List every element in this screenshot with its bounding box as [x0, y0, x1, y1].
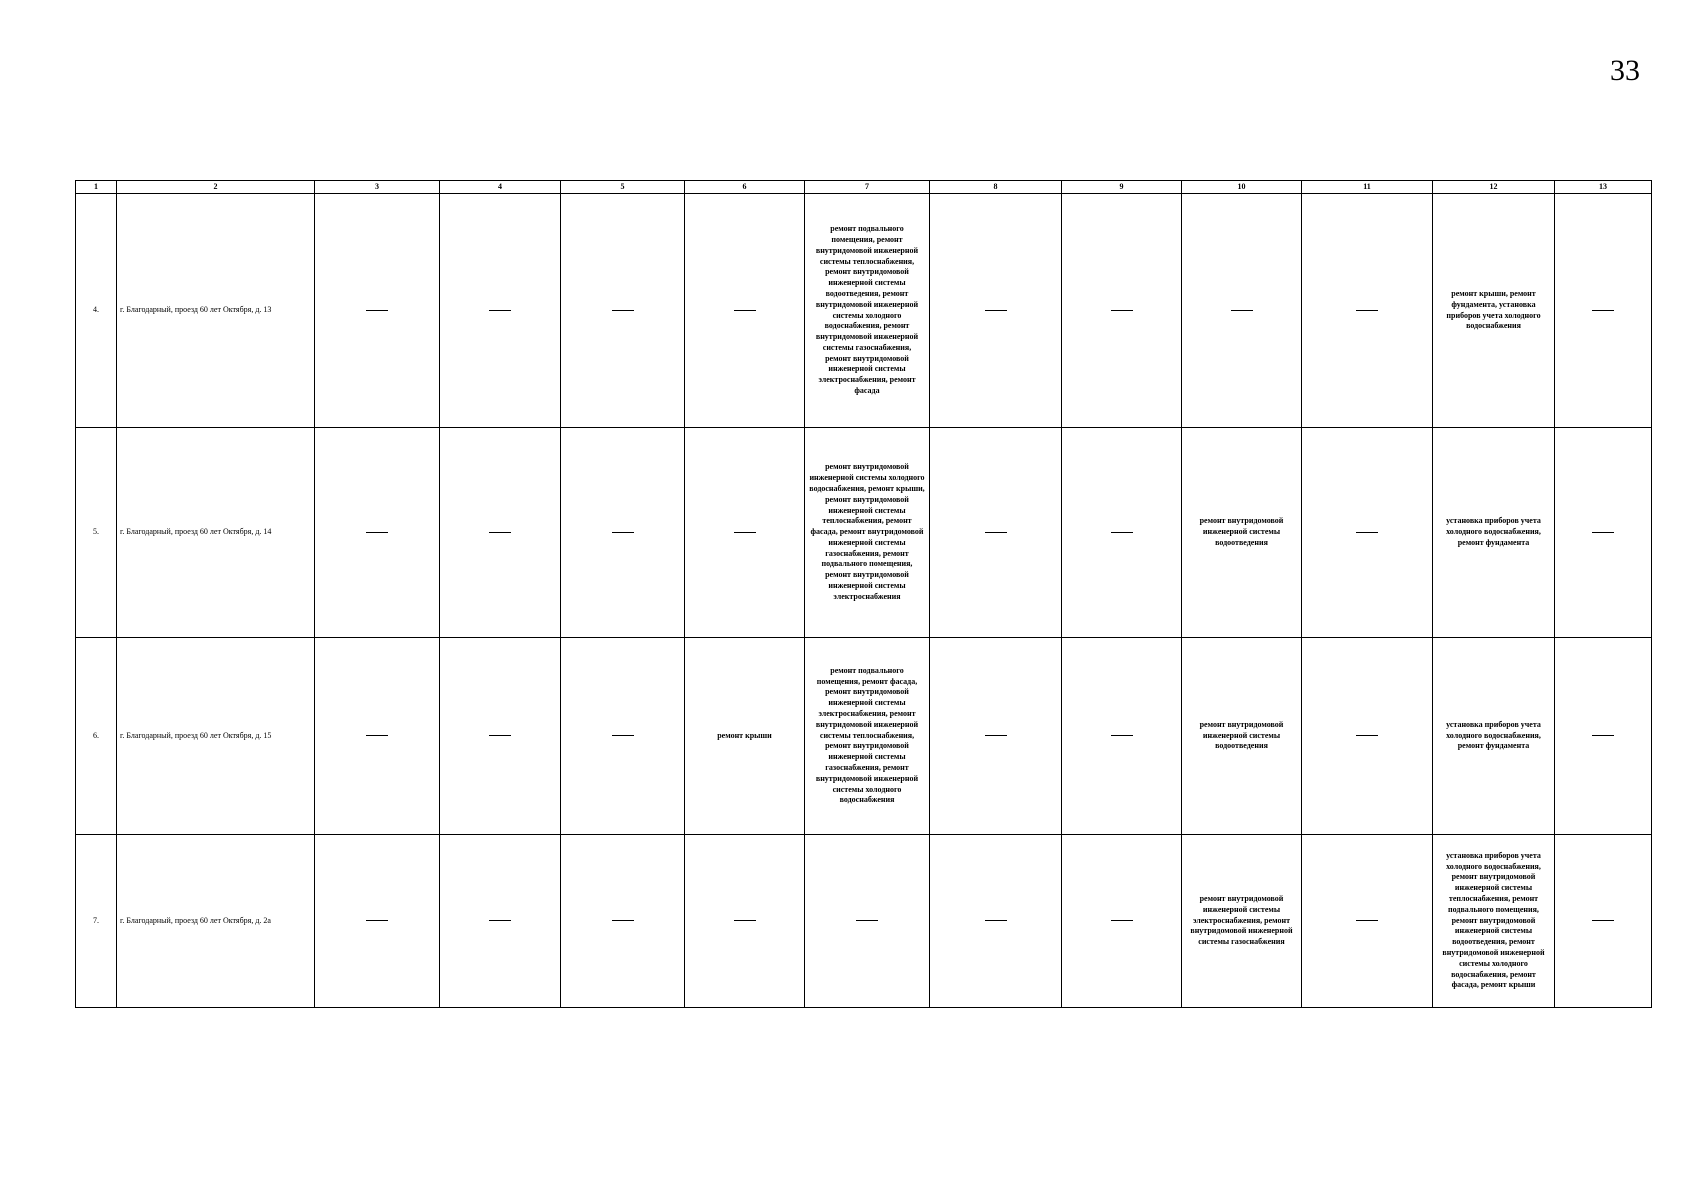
column-number: 2: [117, 181, 315, 194]
address-cell: г. Благодарный, проезд 60 лет Октября, д. 13: [117, 194, 315, 428]
dash-mark: [1592, 310, 1614, 311]
empty-cell: [930, 428, 1062, 638]
empty-cell: [930, 835, 1062, 1008]
empty-cell: [1062, 194, 1182, 428]
dash-mark: [1231, 310, 1253, 311]
empty-cell: [685, 428, 805, 638]
column-number: 7: [805, 181, 930, 194]
work-cell: ремонт крыши, ремонт фундамента, установка приборов учета холодного водоснабжения: [1433, 194, 1555, 428]
table-row: [76, 194, 1652, 428]
page-number: 33: [1610, 54, 1640, 87]
dash-mark: [856, 920, 878, 921]
empty-cell: [315, 428, 440, 638]
dash-mark: [1111, 310, 1133, 311]
dash-mark: [985, 735, 1007, 736]
dash-mark: [985, 310, 1007, 311]
work-cell: установка приборов учета холодного водоснабжения, ремонт фундамента: [1433, 428, 1555, 638]
work-cell: ремонт подвального помещения, ремонт внутридомовой инженерной системы теплоснабжения, ремонт внутридомовой инженерной системы водоотведения, ремонт внутридомовой инженерной системы холодного водоснабжения, ремонт внутридомовой инженерной системы газоснабжения, ремонт внутридомовой инженерной системы электроснабжения, ремонт фасада: [805, 194, 930, 428]
work-cell: установка приборов учета холодного водоснабжения, ремонт внутридомовой инженерной системы теплоснабжения, ремонт подвального помещения, ремонт внутридомовой инженерной системы водоотведения, ремонт внутридомовой инженерной системы холодного водоснабжения, ремонт фасада, ремонт крыши: [1433, 835, 1555, 1008]
empty-cell: [1555, 835, 1652, 1008]
dash-mark: [1356, 735, 1378, 736]
dash-mark: [612, 920, 634, 921]
empty-cell: [440, 638, 561, 835]
work-cell: ремонт внутридомовой инженерной системы электроснабжения, ремонт внутридомовой инженерной системы газоснабжения: [1182, 835, 1302, 1008]
empty-cell: [561, 638, 685, 835]
work-cell: ремонт подвального помещения, ремонт фасада, ремонт внутридомовой инженерной системы электроснабжения, ремонт внутридомовой инженерной системы теплоснабжения, ремонт внутридомовой инженерной системы газоснабжения, ремонт внутридомовой инженерной системы холодного водоснабжения: [805, 638, 930, 835]
empty-cell: [561, 428, 685, 638]
address-cell: г. Благодарный, проезд 60 лет Октября, д. 14: [117, 428, 315, 638]
empty-cell: [1302, 428, 1433, 638]
dash-mark: [489, 735, 511, 736]
table-row: [76, 835, 1652, 1008]
empty-cell: [1555, 638, 1652, 835]
dash-mark: [366, 310, 388, 311]
empty-cell: [440, 194, 561, 428]
table-row: [76, 638, 1652, 835]
row-number: 6.: [76, 638, 117, 835]
column-number: 6: [685, 181, 805, 194]
dash-mark: [734, 310, 756, 311]
dash-mark: [1592, 532, 1614, 533]
work-cell: ремонт крыши: [685, 638, 805, 835]
dash-mark: [489, 532, 511, 533]
dash-mark: [366, 920, 388, 921]
column-number: 9: [1062, 181, 1182, 194]
address-cell: г. Благодарный, проезд 60 лет Октября, д. 2а: [117, 835, 315, 1008]
dash-mark: [734, 920, 756, 921]
work-cell: ремонт внутридомовой инженерной системы холодного водоснабжения, ремонт крыши, ремонт внутридомовой инженерной системы теплоснабжения, ремонт фасада, ремонт внутридомовой инженерной системы газоснабжения, ремонт подвального помещения, ремонт внутридомовой инженерной системы электроснабжения: [805, 428, 930, 638]
dash-mark: [366, 735, 388, 736]
column-number-row: [76, 181, 1652, 194]
dash-mark: [489, 310, 511, 311]
column-number: 11: [1302, 181, 1433, 194]
column-number: 12: [1433, 181, 1555, 194]
empty-cell: [315, 835, 440, 1008]
dash-mark: [985, 920, 1007, 921]
table-row: [76, 428, 1652, 638]
column-number: 13: [1555, 181, 1652, 194]
empty-cell: [805, 835, 930, 1008]
column-number: 5: [561, 181, 685, 194]
empty-cell: [1555, 194, 1652, 428]
dash-mark: [612, 532, 634, 533]
empty-cell: [1302, 194, 1433, 428]
column-number: 3: [315, 181, 440, 194]
row-number: 5.: [76, 428, 117, 638]
column-number: 4: [440, 181, 561, 194]
row-number: 7.: [76, 835, 117, 1008]
empty-cell: [1182, 194, 1302, 428]
empty-cell: [1302, 835, 1433, 1008]
empty-cell: [561, 835, 685, 1008]
empty-cell: [315, 194, 440, 428]
empty-cell: [685, 194, 805, 428]
empty-cell: [930, 194, 1062, 428]
dash-mark: [1356, 310, 1378, 311]
empty-cell: [440, 428, 561, 638]
dash-mark: [1111, 920, 1133, 921]
dash-mark: [1592, 920, 1614, 921]
address-cell: г. Благодарный, проезд 60 лет Октября, д. 15: [117, 638, 315, 835]
empty-cell: [561, 194, 685, 428]
empty-cell: [685, 835, 805, 1008]
dash-mark: [1111, 735, 1133, 736]
dash-mark: [489, 920, 511, 921]
column-number: 8: [930, 181, 1062, 194]
work-cell: ремонт внутридомовой инженерной системы водоотведения: [1182, 638, 1302, 835]
empty-cell: [1062, 638, 1182, 835]
dash-mark: [734, 532, 756, 533]
dash-mark: [1592, 735, 1614, 736]
empty-cell: [315, 638, 440, 835]
dash-mark: [1111, 532, 1133, 533]
column-number: 1: [76, 181, 117, 194]
dash-mark: [1356, 532, 1378, 533]
work-cell: ремонт внутридомовой инженерной системы водоотведения: [1182, 428, 1302, 638]
empty-cell: [440, 835, 561, 1008]
dash-mark: [366, 532, 388, 533]
work-cell: установка приборов учета холодного водоснабжения, ремонт фундамента: [1433, 638, 1555, 835]
empty-cell: [930, 638, 1062, 835]
column-number: 10: [1182, 181, 1302, 194]
empty-cell: [1062, 835, 1182, 1008]
dash-mark: [612, 735, 634, 736]
dash-mark: [985, 532, 1007, 533]
empty-cell: [1302, 638, 1433, 835]
row-number: 4.: [76, 194, 117, 428]
empty-cell: [1555, 428, 1652, 638]
repair-schedule-table: [75, 180, 1652, 1008]
empty-cell: [1062, 428, 1182, 638]
dash-mark: [612, 310, 634, 311]
dash-mark: [1356, 920, 1378, 921]
